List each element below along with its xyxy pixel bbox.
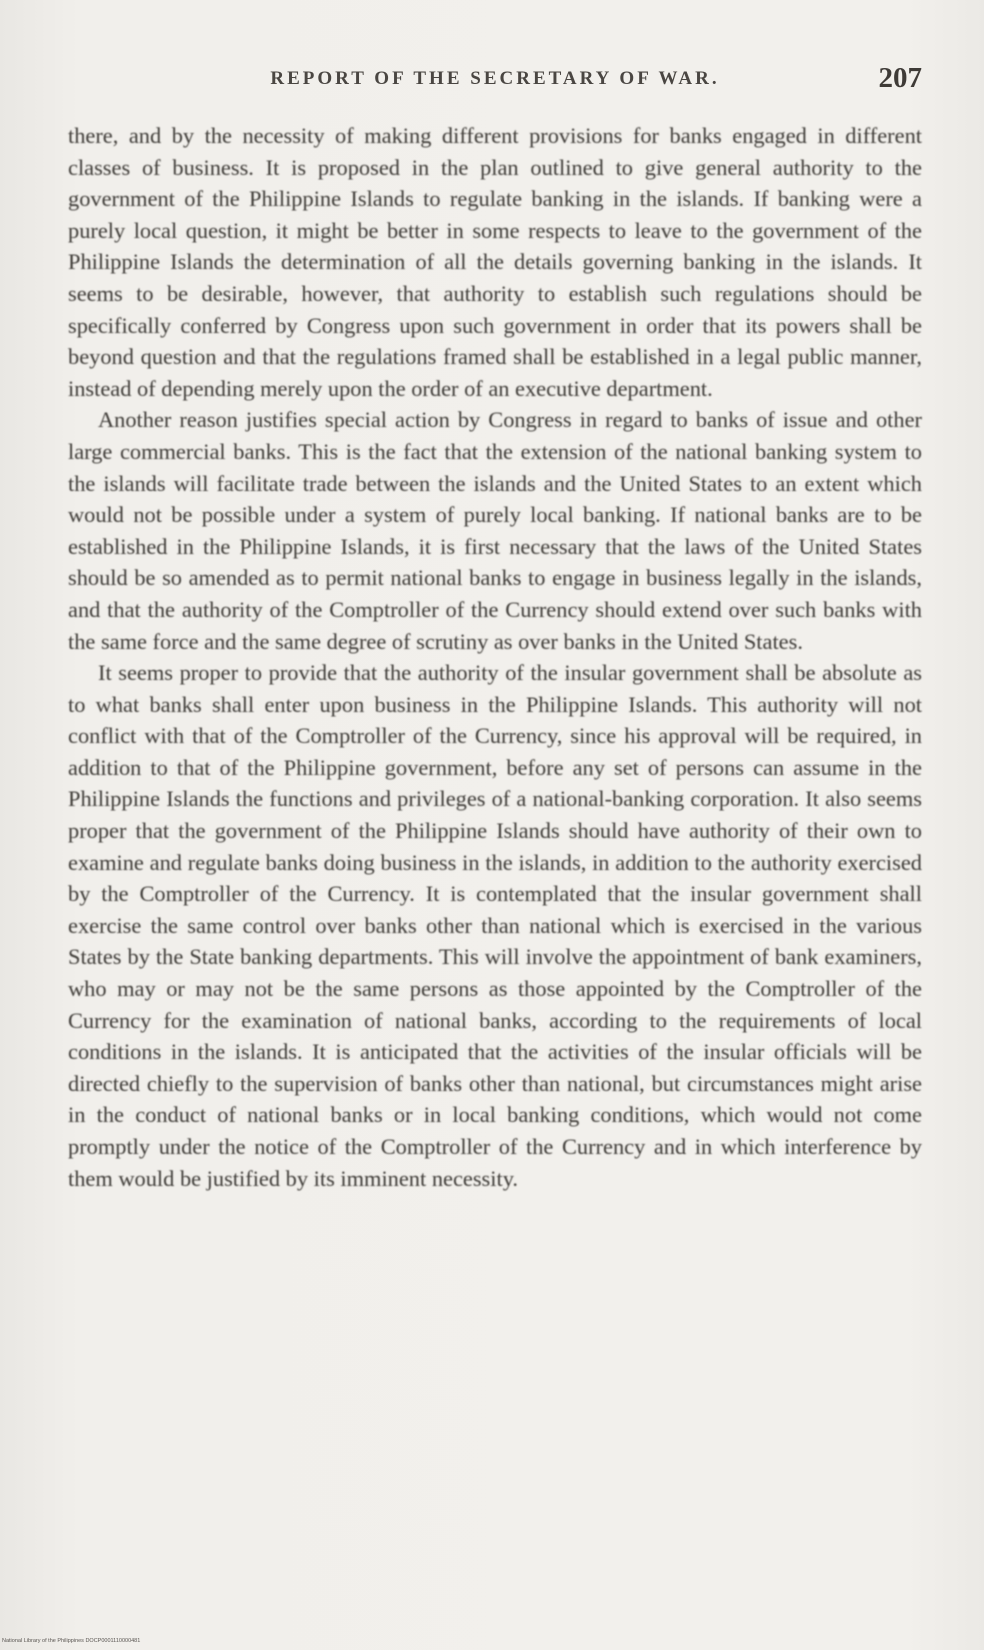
running-head-title: REPORT OF THE SECRETARY OF WAR.: [270, 68, 720, 89]
body-text: [68, 120, 922, 1194]
paragraph-3: It seems proper to provide that the authority of the insular government shall be absolute as to what banks shall enter upon business in the Philippine Islands. This authority will not conflict with that of the Comptroller of the Currency, since his approval will be required, in addition to that of the Philippine government, before any set of persons can assume in the Philippine Islands the functions and privileges of a national-banking corporation. It also seems proper that the government of the Philippine Islands should have authority of their own to examine and regulate banks doing business in the islands, in addition to the authority exercised by the Comptroller of the Currency. It is contemplated that the insular government shall exercise the same control over banks other than national which is exercised in the various States by the State banking departments. This will involve the appointment of bank examiners, who may or may not be the same persons as those appointed by the Comptroller of the Currency for the examination of national banks, according to the requirements of local conditions in the islands. It is anticipated that the activities of the insular officials will be directed chiefly to the supervision of banks other than national, but circumstances might arise in the conduct of national banks or in local banking conditions, which would not come promptly under the notice of the Comptroller of the Currency and in which interference by them would be justified by its imminent necessity.: [68, 660, 922, 1191]
page-number: 207: [878, 62, 922, 94]
running-head: [68, 64, 922, 98]
paragraph-2: Another reason justifies special action by Congress in regard to banks of issue and other large commercial banks. This is the fact that the extension of the national banking system to the islands will facilitate trade between the islands and the United States to an extent which would not be possible under a system of purely local banking. If national banks are to be established in the Philippine Islands, it is first necessary that the laws of the United States should be so amended as to permit national banks to engage in business legally in the islands, and that the authority of the Comptroller of the Currency should extend over such banks with the same force and the same degree of scrutiny as over banks in the United States.: [68, 407, 922, 654]
scan-credit-footer: National Library of the Philippines DOCP0001110000481: [2, 1638, 141, 1644]
paragraph-1: there, and by the necessity of making different provisions for banks engaged in different classes of business. It is proposed in the plan outlined to give general authority to the government of the Philippine Islands to regulate banking in the islands. If banking were a purely local question, it might be better in some respects to leave to the government of the Philippine Islands the determination of all the details governing banking in the islands. It seems to be desirable, however, that authority to establish such regulations should be specifically conferred by Congress upon such government in order that its powers shall be beyond question and that the regulations framed shall be established in a legal public manner, instead of depending merely upon the order of an executive department.: [68, 123, 922, 401]
